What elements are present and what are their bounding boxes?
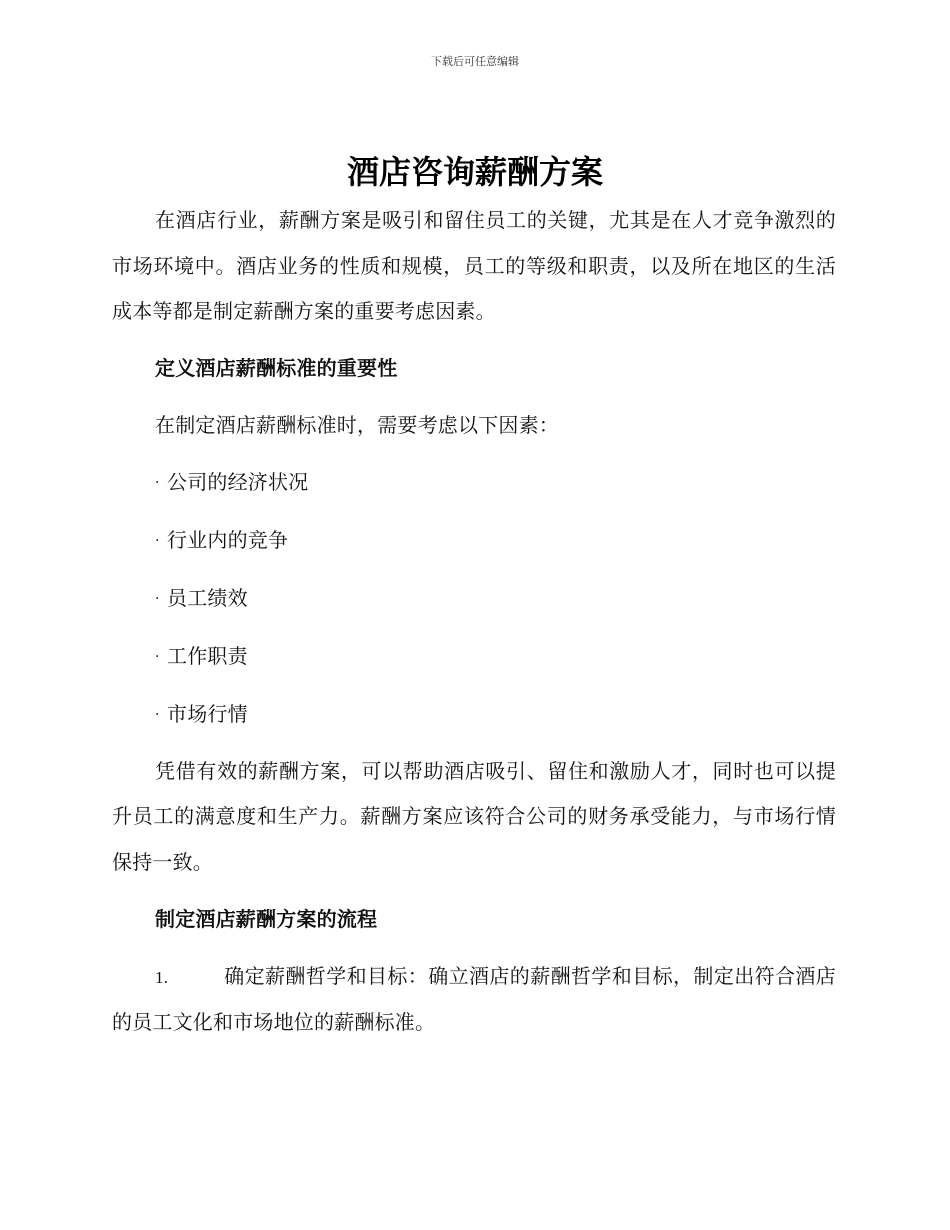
bullet-item-label: 员工绩效: [167, 585, 248, 610]
section-heading-importance: 定义酒店薪酬标准的重要性: [155, 355, 398, 380]
numbered-item-text: 确定薪酬哲学和目标：确立酒店的薪酬哲学和目标，制定出符合酒店的员工文化和市场地位的薪酬标准。: [112, 963, 836, 1035]
document-title: 酒店咨询薪酬方案: [346, 153, 603, 191]
closing-paragraph: 凭借有效的薪酬方案，可以帮助酒店吸引、留住和激励人才，同时也可以提升员工的满意度和生产力。薪酬方案应该符合公司的财务承受能力，与市场行情保持一致。: [112, 758, 836, 874]
bullet-dot-icon: ·: [155, 474, 160, 491]
section-heading-process: 制定酒店薪酬方案的流程: [155, 906, 378, 931]
bullet-item-label: 公司的经济状况: [167, 469, 309, 494]
bullet-dot-icon: ·: [155, 590, 160, 607]
numbered-item-number: 1.: [155, 967, 169, 987]
document-body: [112, 198, 836, 1046]
bullet-dot-icon: ·: [155, 532, 160, 549]
intro-paragraph: 在酒店行业，薪酬方案是吸引和留住员工的关键，尤其是在人才竞争激烈的市场环境中。酒店业务的性质和规模，员工的等级和职责，以及所在地区的生活成本等都是制定薪酬方案的重要考虑因素。: [112, 208, 836, 324]
bullet-item-label: 市场行情: [167, 701, 248, 726]
bullet-item: [112, 526, 836, 555]
bullet-dot-icon: ·: [155, 648, 160, 665]
bullet-item-label: 行业内的竞争: [167, 527, 289, 552]
numbered-item: [112, 954, 836, 1046]
bullet-item: [112, 584, 836, 613]
page-header-note: 下载后可任意编辑: [431, 55, 519, 68]
bullet-item-label: 工作职责: [167, 643, 248, 668]
bullet-item: [112, 700, 836, 729]
factors-lead-text: 在制定酒店薪酬标准时，需要考虑以下因素：: [155, 412, 559, 437]
bullet-item: [112, 468, 836, 497]
bullet-dot-icon: ·: [155, 706, 160, 723]
bullet-item: [112, 642, 836, 671]
